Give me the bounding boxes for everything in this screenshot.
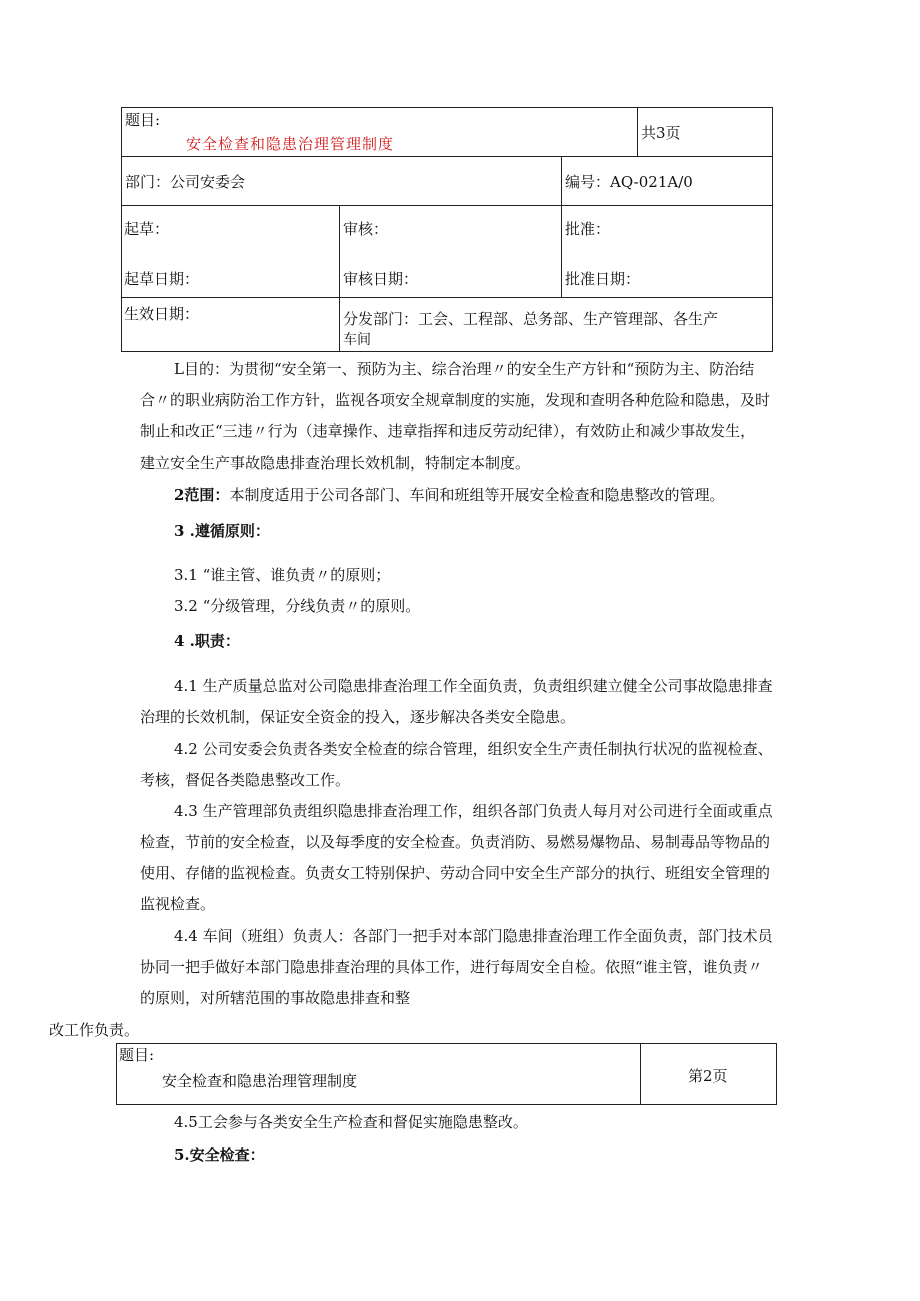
principle-3-1: 3.1 “谁主管、谁负责〃的原则； xyxy=(174,566,391,584)
document-title: 安全检查和隐患治理管理制度 xyxy=(186,135,395,153)
duty-4-3-line-2: 检查，节前的安全检查，以及每季度的安全检查。负责消防、易燃易爆物品、易制毒品等物品的 xyxy=(140,833,771,851)
page-number: 第2页 xyxy=(688,1067,728,1085)
document-code: 编号：AQ-021A/0 xyxy=(565,173,693,191)
duty-4-4-line-1: 4.4 车间（班组）负责人：各部门一把手对本部门隐患排查治理工作全面负责，部门技术员 xyxy=(174,927,773,945)
distribution-line-1: 分发部门：工会、工程部、总务部、生产管理部、各生产 xyxy=(343,310,719,328)
table-rule xyxy=(561,156,562,297)
table-rule xyxy=(121,205,773,206)
principles-heading: 3 .遵循原则： xyxy=(174,522,270,540)
duty-4-3-line-4: 监视检查。 xyxy=(140,895,216,913)
total-pages: 共3页 xyxy=(641,124,681,142)
draft-date-label: 起草日期： xyxy=(124,270,200,288)
duty-4-3-line-1: 4.3 生产管理部负责组织隐患排查治理工作，组织各部门负责人每月对公司进行全面或重点 xyxy=(174,802,773,820)
table-rule xyxy=(637,107,638,156)
principle-3-2: 3.2 “分级管理，分线负责〃的原则。 xyxy=(174,597,421,615)
duty-4-4-line-2: 协同一把手做好本部门隐患排查治理的具体工作，进行每周安全自检。依照“谁主管，谁负责〃 xyxy=(140,958,763,976)
scope-text: 本制度适用于公司各部门、车间和班组等开展安全检查和隐患整改的管理。 xyxy=(229,486,725,504)
draft-label: 起草： xyxy=(124,220,170,238)
duty-4-1-line-2: 治理的长效机制，保证安全资金的投入，逐步解决各类安全隐患。 xyxy=(140,708,576,726)
safety-check-heading: 5.安全检查： xyxy=(174,1146,265,1164)
table-rule xyxy=(640,1043,641,1105)
duty-4-3-line-3: 使用、存储的监视检查。负责女工特别保护、劳动合同中安全生产部分的执行、班组安全管理的 xyxy=(140,864,771,882)
duty-4-5: 4.5工会参与各类安全生产检查和督促实施隐患整改。 xyxy=(174,1113,528,1131)
title-label-page-2: 题目: xyxy=(119,1046,155,1064)
duty-4-4-line-3: 的原则，对所辖范围的事故隐患排查和整 xyxy=(140,989,411,1007)
scope-heading: 2范围： xyxy=(174,486,230,504)
duty-4-4-line-4: 改工作负责。 xyxy=(49,1021,140,1039)
table-rule xyxy=(121,156,773,157)
approve-label: 批准： xyxy=(565,220,611,238)
purpose-line-2: 合〃的职业病防治工作方针，监视各项安全规章制度的实施，发现和查明各种危险和隐患，及时 xyxy=(140,391,771,409)
approve-date-label: 批准日期： xyxy=(565,270,641,288)
document-title-page-2: 安全检查和隐患治理管理制度 xyxy=(162,1072,358,1090)
duty-4-1-line-1: 4.1 生产质量总监对公司隐患排查治理工作全面负责，负责组织建立健全公司事故隐患排查 xyxy=(174,677,773,695)
purpose-line-3: 制止和改正“三违〃行为（违章操作、违章指挥和违反劳动纪律），有效防止和减少事故发生， xyxy=(140,422,756,440)
effective-date-label: 生效日期： xyxy=(124,305,200,323)
review-date-label: 审核日期： xyxy=(343,270,419,288)
duties-heading: 4 .职责： xyxy=(174,632,240,650)
duty-4-2-line-2: 考核，督促各类隐患整改工作。 xyxy=(140,771,351,789)
review-label: 审核： xyxy=(343,220,389,238)
purpose-line-4: 建立安全生产事故隐患排查治理长效机制，特制定本制度。 xyxy=(140,454,531,472)
duty-4-2-line-1: 4.2 公司安委会负责各类安全检查的综合管理，组织安全生产责任制执行状况的监视检查、 xyxy=(174,740,773,758)
table-rule xyxy=(121,297,773,298)
title-label: 题目: xyxy=(125,111,161,129)
scope-line xyxy=(174,484,724,506)
department: 部门：公司安委会 xyxy=(125,173,246,191)
purpose-line-1: L目的：为贯彻“安全第一、预防为主、综合治理〃的安全生产方针和“预防为主、防治结 xyxy=(174,360,755,378)
distribution-line-2: 车间 xyxy=(343,332,371,348)
table-rule xyxy=(339,205,340,352)
